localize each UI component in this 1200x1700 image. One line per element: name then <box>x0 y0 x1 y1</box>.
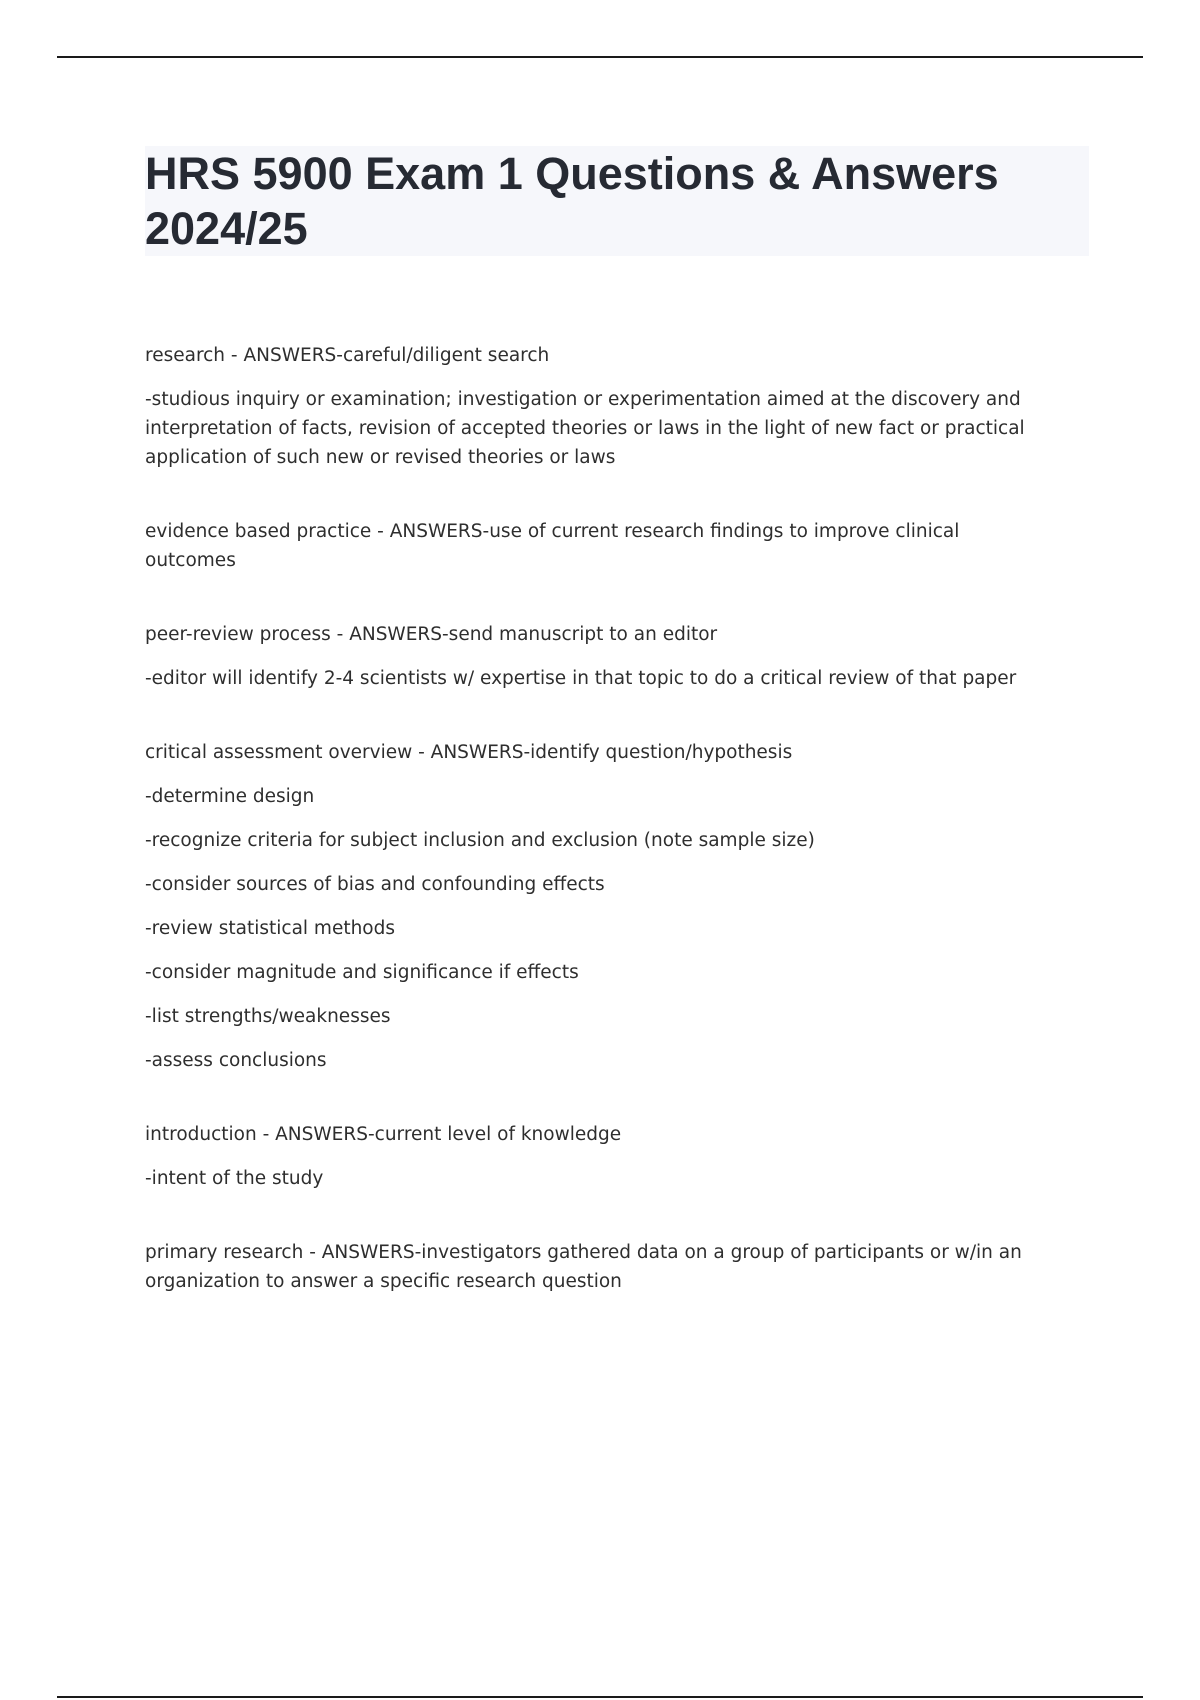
qa-line: -assess conclusions <box>145 1050 327 1071</box>
qa-item-research <box>145 341 1045 472</box>
qa-line: critical assessment overview - ANSWERS-identify question/hypothesis <box>145 742 793 763</box>
qa-item-introduction <box>145 1120 1045 1193</box>
qa-line: evidence based practice - ANSWERS-use of current research findings to improve clinical outcomes <box>145 521 960 571</box>
qa-line: -studious inquiry or examination; investigation or experimentation aimed at the discovery and interpretation of facts, revision of accepted theories or laws in the light of new fact or practical application of such new or revised theories or laws <box>145 389 1025 468</box>
qa-item-peer-review-process <box>145 620 1045 693</box>
qa-line: peer-review process - ANSWERS-send manuscript to an editor <box>145 624 718 645</box>
qa-item-critical-assessment-overview <box>145 738 1045 1075</box>
qa-line: introduction - ANSWERS-current level of knowledge <box>145 1124 622 1145</box>
qa-item-evidence-based-practice <box>145 517 1045 575</box>
qa-line: -consider sources of bias and confounding effects <box>145 874 605 895</box>
qa-line: -intent of the study <box>145 1168 324 1189</box>
qa-line: -determine design <box>145 786 315 807</box>
page-title: HRS 5900 Exam 1 Questions & Answers 2024/25 <box>145 148 999 254</box>
qa-line: -list strengths/weaknesses <box>145 1006 391 1027</box>
qa-line: -recognize criteria for subject inclusion and exclusion (note sample size) <box>145 830 815 851</box>
qa-line: -editor will identify 2-4 scientists w/ expertise in that topic to do a critical review of that paper <box>145 668 1017 689</box>
top-rule <box>57 56 1143 58</box>
qa-line: -consider magnitude and significance if effects <box>145 962 579 983</box>
qa-list <box>145 341 1045 1341</box>
title-block <box>145 146 1089 256</box>
qa-item-primary-research <box>145 1238 1045 1296</box>
bottom-rule <box>57 1696 1143 1698</box>
qa-line: primary research - ANSWERS-investigators gathered data on a group of participants or w/in an organization to answer a specific research question <box>145 1242 1022 1292</box>
qa-line: -review statistical methods <box>145 918 396 939</box>
qa-line: research - ANSWERS-careful/diligent search <box>145 345 550 366</box>
